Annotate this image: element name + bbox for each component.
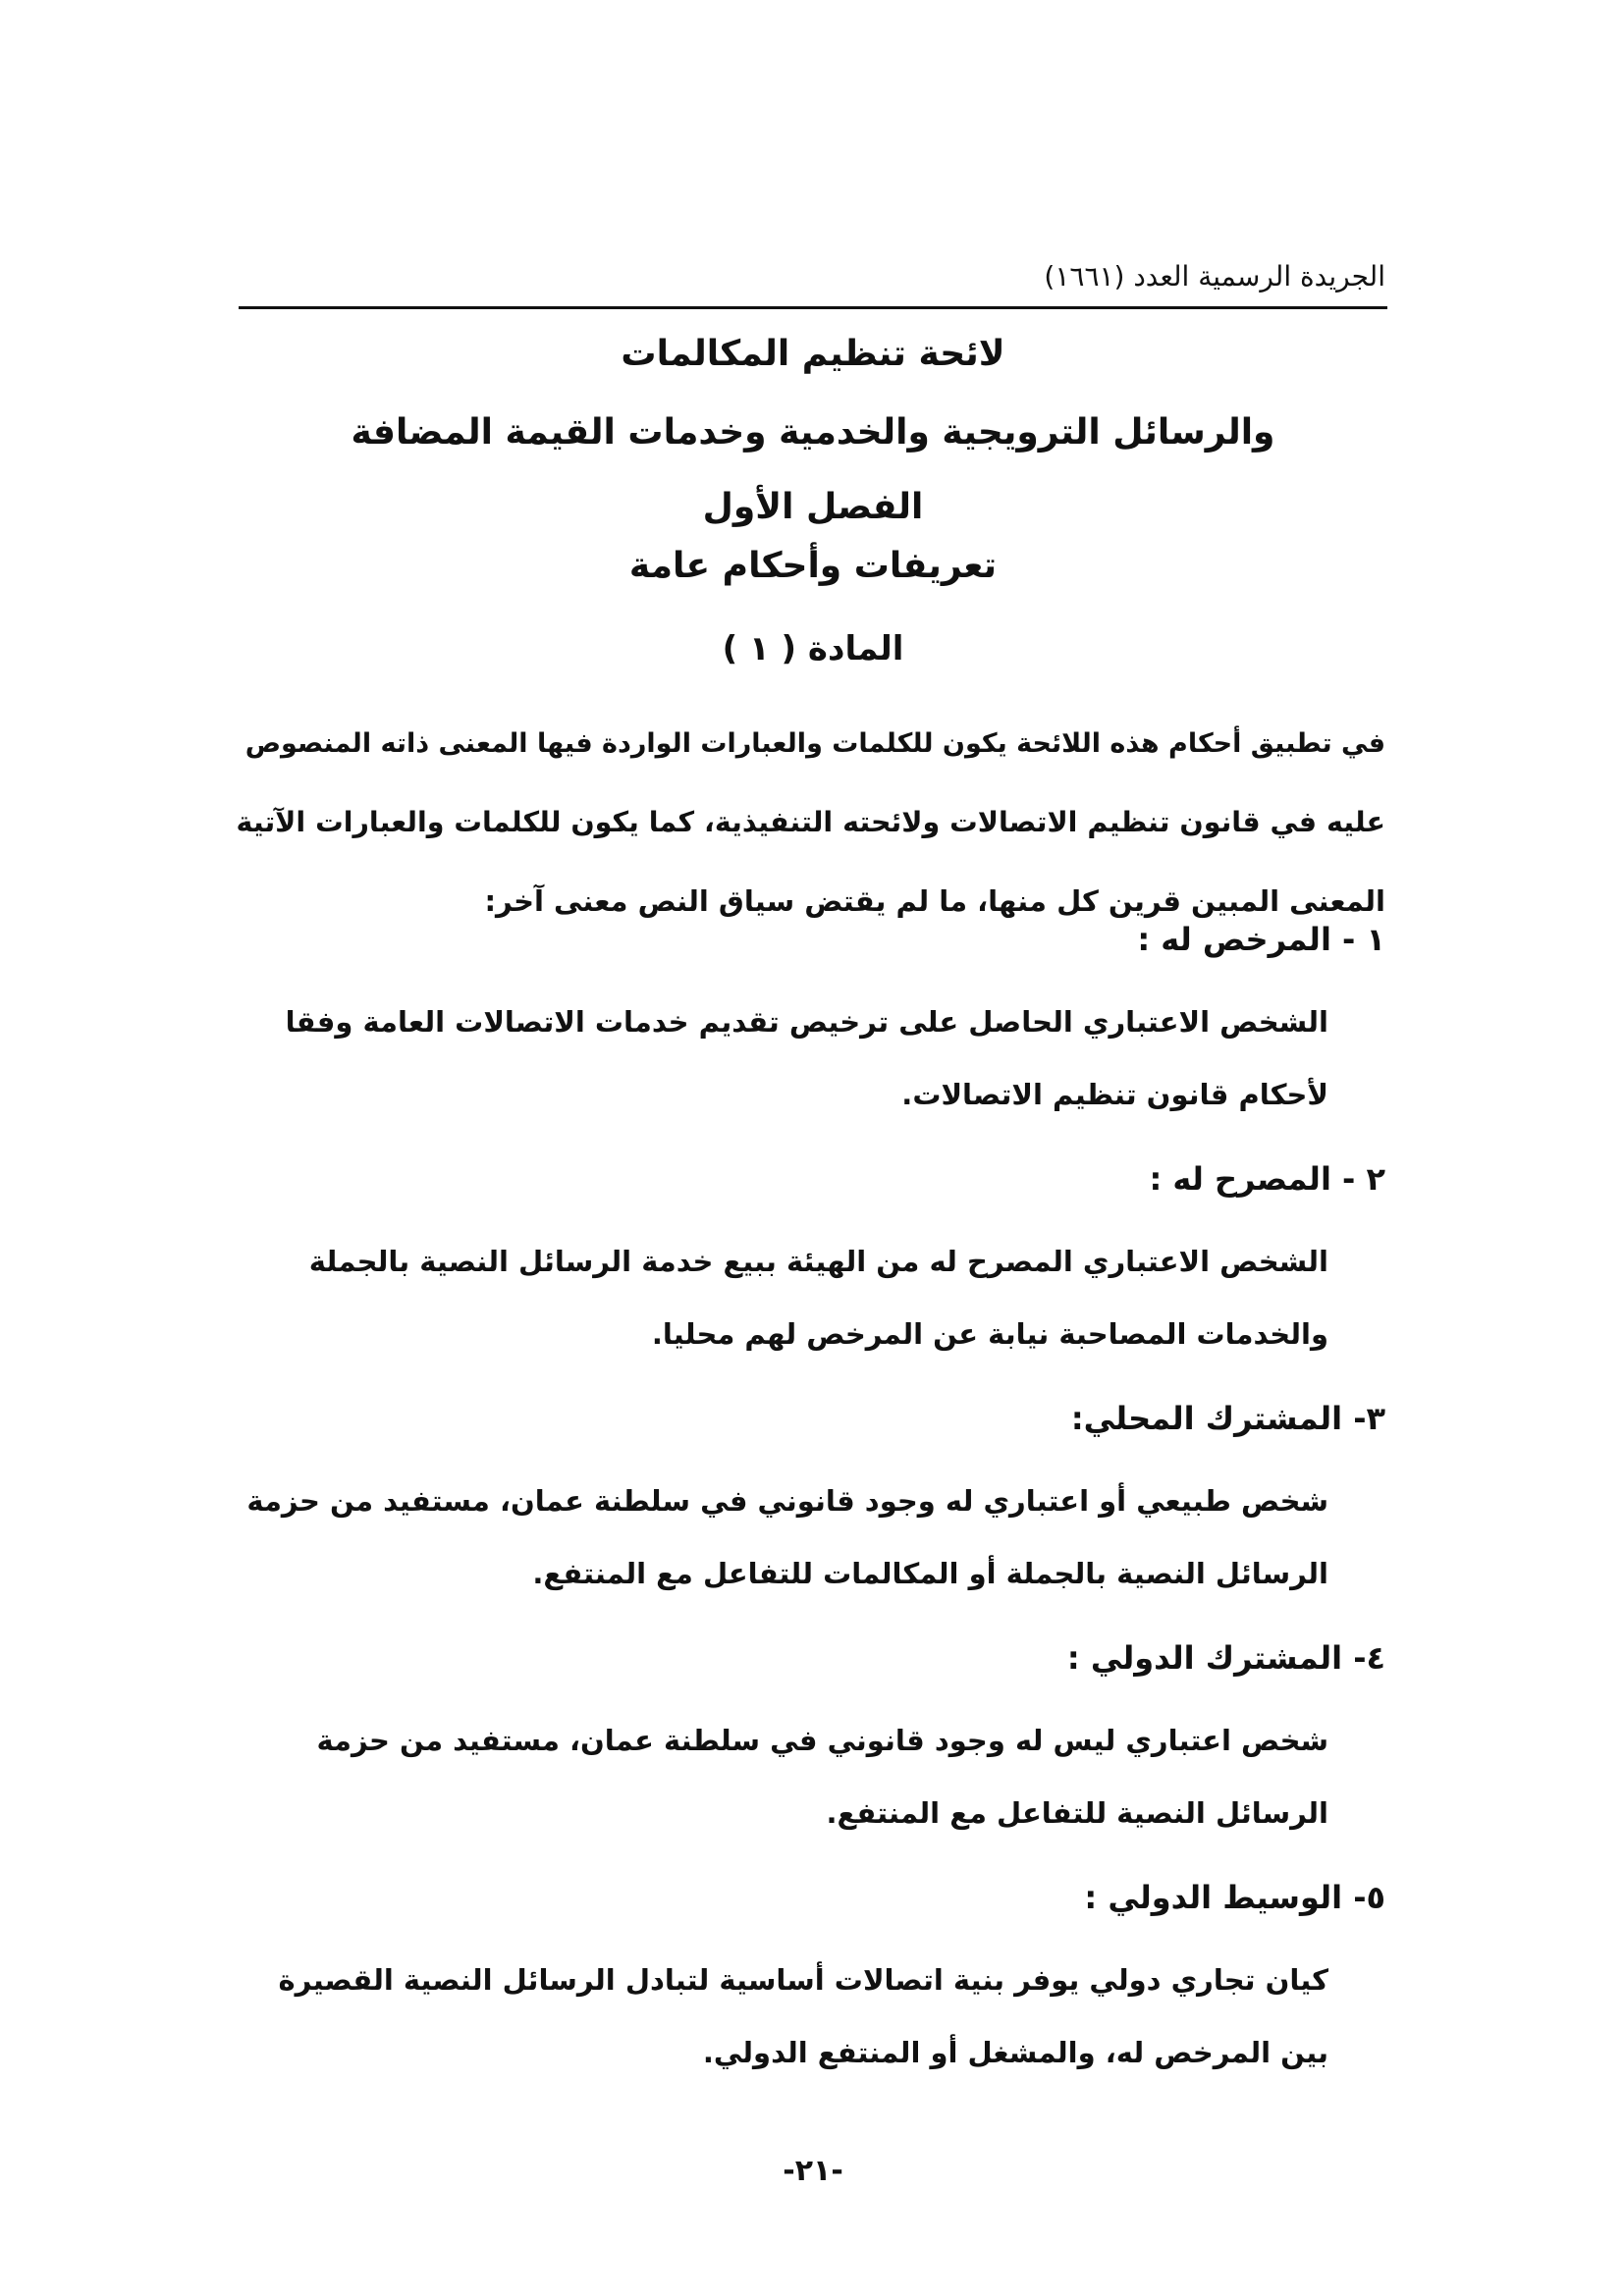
definition-line: كيان تجاري دولي يوفر بنية اتصالات أساسية لتبادل الرسائل النصية القصيرة	[278, 1963, 1328, 1997]
definition-item	[237, 1394, 1385, 1610]
definition-line: لأحكام قانون تنظيم الاتصالات.	[901, 1078, 1328, 1111]
definition-term: ٥- الوسيط الدولي :	[1084, 1879, 1385, 1916]
definition-line: والخدمات المصاحبة نيابة عن المرخص لهم محليا.	[651, 1317, 1328, 1351]
definition-term: ٤- المشترك الدولي :	[1066, 1639, 1385, 1677]
definition-line: بين المرخص له، والمشغل أو المنتفع الدولي.	[702, 2036, 1328, 2069]
definition-item	[237, 1633, 1385, 1849]
definition-line: الرسائل النصية للتفاعل مع المنتفع.	[826, 1796, 1328, 1830]
definition-line: شخص اعتباري ليس له وجود قانوني في سلطنة عمان، مستفيد من حزمة	[316, 1724, 1328, 1757]
definition-term: ٢ - المصرح له :	[1149, 1160, 1385, 1198]
definition-line: شخص طبيعي أو اعتباري له وجود قانوني في سلطنة عمان، مستفيد من حزمة	[246, 1484, 1328, 1518]
definition-line: الرسائل النصية بالجملة أو المكالمات للتفاعل مع المنتفع.	[532, 1557, 1328, 1590]
definitions-list	[237, 891, 1385, 2089]
definition-item	[237, 1154, 1385, 1370]
definition-body	[237, 1465, 1385, 1610]
definition-line: الشخص الاعتباري الحاصل على ترخيص تقديم خدمات الاتصالات العامة وفقا	[285, 1005, 1328, 1039]
header-rule	[239, 306, 1387, 309]
page-number: -٢١-	[783, 2154, 843, 2188]
regulation-subtitle: والرسائل الترويجية والخدمية وخدمات القيمة المضافة	[351, 412, 1275, 453]
chapter-heading: الفصل الأول	[702, 487, 924, 527]
intro-line: في تطبيق أحكام هذه اللائحة يكون للكلمات والعبارات الواردة فيها المعنى ذاته المنصوص	[244, 728, 1385, 759]
definition-body	[237, 1944, 1385, 2089]
definition-item	[237, 1873, 1385, 2089]
chapter-title: تعريفات وأحكام عامة	[628, 546, 998, 586]
definition-line: الشخص الاعتباري المصرح له من الهيئة ببيع خدمة الرسائل النصية بالجملة	[308, 1245, 1328, 1278]
article-heading: المادة ( ١ )	[722, 629, 904, 668]
definition-term: ٣- المشترك المحلي:	[1070, 1400, 1385, 1437]
definition-term: ١ - المرخص له :	[1137, 921, 1385, 958]
definition-body	[237, 1704, 1385, 1849]
regulation-title: لائحة تنظيم المكالمات	[621, 334, 1005, 374]
intro-line: عليه في قانون تنظيم الاتصالات ولائحته التنفيذية، كما يكون للكلمات والعبارات الآتية	[236, 806, 1385, 838]
intro-line: المعنى المبين قرين كل منها، ما لم يقتض سياق النص معنى آخر:	[484, 884, 1385, 918]
definition-item	[237, 915, 1385, 1131]
running-header: الجريدة الرسمية العدد (١٦٦١)	[1044, 260, 1385, 293]
definition-body	[237, 1225, 1385, 1370]
definition-body	[237, 986, 1385, 1131]
